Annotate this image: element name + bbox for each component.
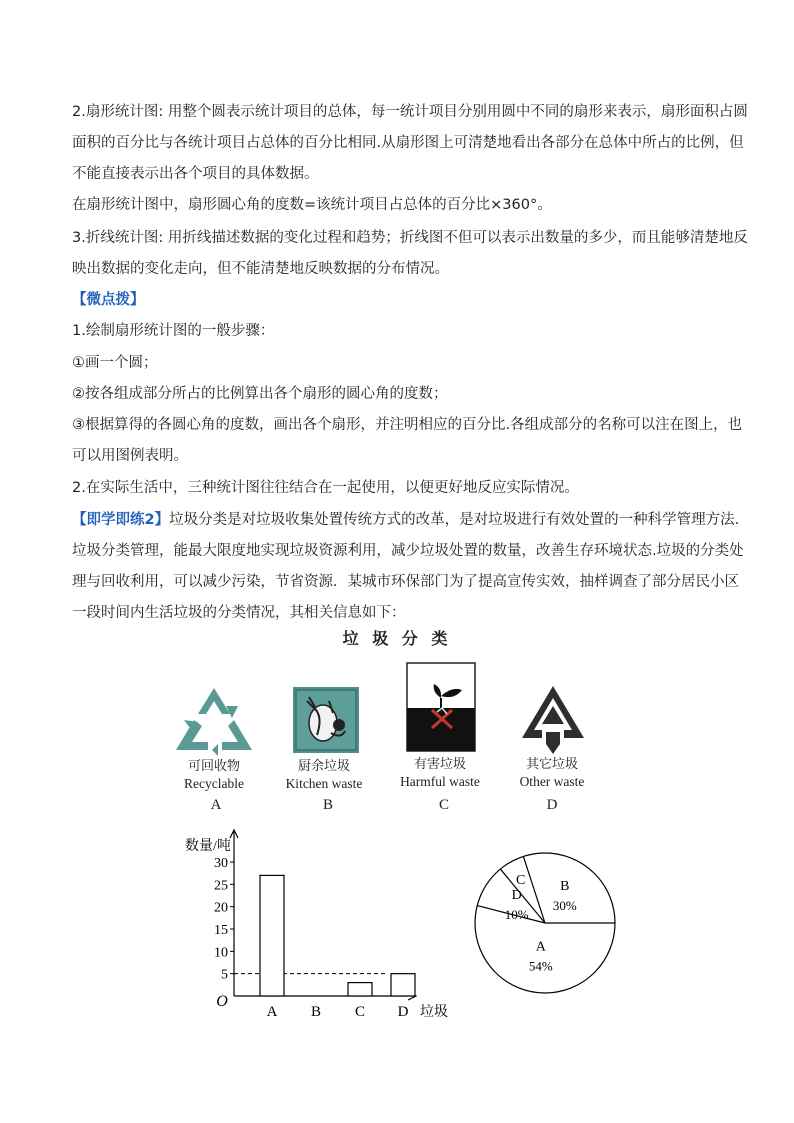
text-line: 可以用图例表明。 [72,448,188,464]
slice-label-a: A [535,939,546,955]
x-tick-label: C [354,1004,366,1020]
slice-value-d: 10% [504,906,529,922]
category-en: Kitchen waste [285,776,363,791]
y-tick-label: 5 [221,967,228,983]
text-line: 面积的百分比与各统计项目占总体的百分比相同.从扇形图上可清楚地看出各部分在总体中所占的比例，但 [72,135,744,151]
x-axis-label: 垃圾 [420,1005,448,1020]
category-letter-c: C [438,797,449,813]
recycle-icon [172,684,256,760]
harmful-waste-icon [406,662,476,756]
category-caption-d [487,756,617,790]
category-zh: 厨余垃圾 [297,759,350,774]
text-line: 一段时间内生活垃圾的分类情况，其相关信息如下： [72,605,406,621]
category-letter-d: D [546,797,558,813]
slice-value-a: 54% [528,958,553,974]
slice-value-b: 30% [552,897,577,913]
text-line: ①画一个圆； [72,355,158,371]
x-tick-label: D [397,1004,409,1020]
exercise-heading: 【即学即练2】 [72,512,170,528]
exercise-text: 垃圾分类是对垃圾收集处置传统方式的改革，是对垃圾进行有效处置的一种科学管理方法. [169,512,740,528]
slice-label-d: D [511,887,522,903]
category-zh: 有害垃圾 [413,757,466,772]
bar-d [391,974,415,996]
category-en: Other waste [519,774,585,789]
category-zh: 其它垃圾 [525,757,578,772]
category-zh: 可回收物 [187,759,240,774]
category-en: Recyclable [184,776,244,791]
bar-c [348,983,372,996]
other-waste-icon [520,684,586,760]
exercise-line [72,510,739,530]
x-tick-label: A [266,1004,278,1020]
figure-title: 垃 圾 分 类 [342,629,452,648]
text-line: 1.绘制扇形统计图的一般步骤： [72,323,275,339]
section-heading: 【微点拨】 [72,292,145,308]
category-letter-a: A [210,797,222,813]
slice-label-c: C [516,872,526,888]
y-tick-label: 10 [214,945,228,961]
text-line: 2.扇形统计图: 用整个圆表示统计项目的总体，每一统计项目分别用圆中不同的扇形来表示，扇形面积占圆 [72,104,748,120]
text-line: 在扇形统计图中，扇形圆心角的度数=该统计项目占总体的百分比×360°。 [72,197,552,213]
category-letter-b: B [322,797,333,813]
y-tick-label: 25 [214,878,228,894]
category-caption-c [375,756,505,790]
bar-a [260,875,284,996]
origin-label: O [216,993,228,1010]
kitchen-waste-icon [293,687,359,757]
y-tick-label: 30 [214,856,228,871]
text-line: 不能直接表示出各个项目的具体数据。 [72,166,319,182]
slice-label-b: B [560,878,570,894]
category-en: Harmful waste [400,774,480,789]
text-line: 映出数据的变化走向，但不能清楚地反映数据的分布情况。 [72,261,449,277]
text-line: 2.在实际生活中，三种统计图往往结合在一起使用，以便更好地反应实际情况。 [72,480,579,496]
text-line: 理与回收利用，可以减少污染，节省资源．某城市环保部门为了提高宣传实效，抽样调查了部分居民小区 [72,574,739,590]
text-line: 垃圾分类管理，能最大限度地实现垃圾资源利用，减少垃圾处置的数量，改善生存环境状态.垃圾的分类处 [72,543,744,559]
y-tick-label: 15 [214,923,228,938]
y-axis-label: 数量/吨 [185,839,231,854]
category-caption-b [259,758,389,792]
bar-chart [170,828,460,1028]
x-tick-label: B [310,1004,322,1020]
y-tick-label: 20 [214,900,228,916]
text-line: ②按各组成部分所占的比例算出各个扇形的圆心角的度数； [72,386,448,402]
text-line: 3.折线统计图: 用折线描述数据的变化过程和趋势；折线图不但可以表示出数量的多少，而且能够清楚地反 [72,230,748,246]
pie-chart [470,848,620,998]
text-line: ③根据算得的各圆心角的度数，画出各个扇形，并注明相应的百分比.各组成部分的名称可以注在图上，也 [72,417,743,433]
